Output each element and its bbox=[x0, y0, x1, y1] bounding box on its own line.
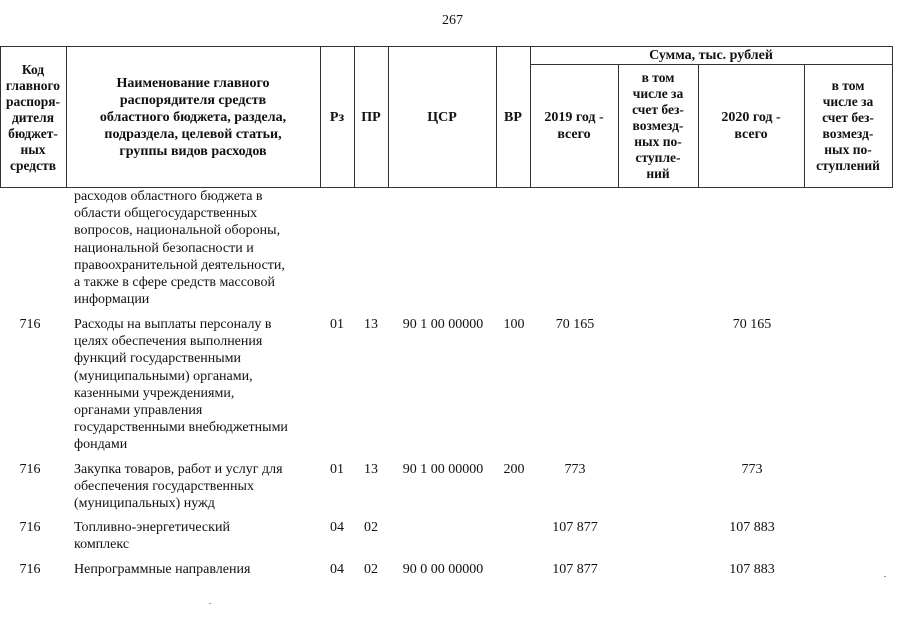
cell-name: Непрограммные направления bbox=[74, 562, 251, 577]
cell-name: Топливно-энергетический комплекс bbox=[74, 520, 230, 553]
cell-code: 716 bbox=[19, 562, 41, 577]
scan-speck bbox=[209, 603, 211, 604]
cell-csr: 90 1 00 00000 bbox=[402, 462, 484, 477]
cell-pr: 13 bbox=[364, 462, 378, 477]
cell-rz: 01 bbox=[330, 462, 344, 477]
cell-2019-total: 70 165 bbox=[555, 317, 595, 332]
cell-name: расходов областного бюджета в области общегосударственных вопросов, национальной обороны, национальной безопасности и правоохранительной деятельности, а также в сфере средств массовой информации bbox=[74, 189, 285, 308]
cell-2019-total: 773 bbox=[564, 462, 586, 477]
scan-speck bbox=[884, 576, 886, 577]
header-vr: ВР bbox=[504, 109, 522, 125]
cell-2020-total: 70 165 bbox=[732, 317, 772, 332]
cell-pr: 02 bbox=[364, 520, 378, 535]
header-2019-grants: в том числе за счет без- возмезд- ных по- ступле- ний bbox=[632, 70, 684, 181]
cell-csr: 90 0 00 00000 bbox=[402, 562, 484, 577]
header-2020-total: 2020 год - всего bbox=[721, 110, 781, 142]
header-csr: ЦСР bbox=[427, 109, 457, 125]
cell-csr: 90 1 00 00000 bbox=[402, 317, 484, 332]
header-sum: Сумма, тыс. рублей bbox=[649, 47, 773, 63]
cell-rz: 04 bbox=[330, 520, 344, 535]
cell-2019-total: 107 877 bbox=[552, 520, 598, 535]
header-2019-total: 2019 год - всего bbox=[544, 110, 604, 142]
header-name: Наименование главного распорядителя средств областного бюджета, раздела, подраздела, целевой статьи, группы видов расходов bbox=[99, 75, 287, 159]
cell-2020-total: 773 bbox=[741, 462, 763, 477]
cell-2020-total: 107 883 bbox=[729, 520, 775, 535]
header-code: Код главного распоря- дителя бюджет- ных средств bbox=[5, 62, 61, 173]
cell-code: 716 bbox=[19, 317, 41, 332]
cell-vr: 200 bbox=[503, 462, 525, 477]
col-border bbox=[892, 46, 893, 188]
cell-pr: 02 bbox=[364, 562, 378, 577]
header-2020-grants: в том числе за счет без- возмезд- ных по- ступлений bbox=[816, 78, 880, 173]
cell-rz: 04 bbox=[330, 562, 344, 577]
cell-2019-total: 107 877 bbox=[552, 562, 598, 577]
cell-name: Расходы на выплаты персоналу в целях обеспечения выполнения функций государственными (муниципальными) органами, казенными учреждениями, органами управления государственными внебюджетными фондами bbox=[74, 317, 288, 453]
cell-code: 716 bbox=[19, 462, 41, 477]
cell-rz: 01 bbox=[330, 317, 344, 332]
cell-code: 716 bbox=[19, 520, 41, 535]
page-number: 267 bbox=[442, 13, 463, 28]
header-rz: Рз bbox=[329, 109, 345, 125]
header-pr: ПР bbox=[361, 109, 381, 125]
cell-pr: 13 bbox=[364, 317, 378, 332]
cell-2020-total: 107 883 bbox=[729, 562, 775, 577]
cell-name: Закупка товаров, работ и услуг для обеспечения государственных (муниципальных) нужд bbox=[74, 462, 283, 512]
cell-vr: 100 bbox=[503, 317, 525, 332]
table-header bbox=[0, 46, 893, 188]
